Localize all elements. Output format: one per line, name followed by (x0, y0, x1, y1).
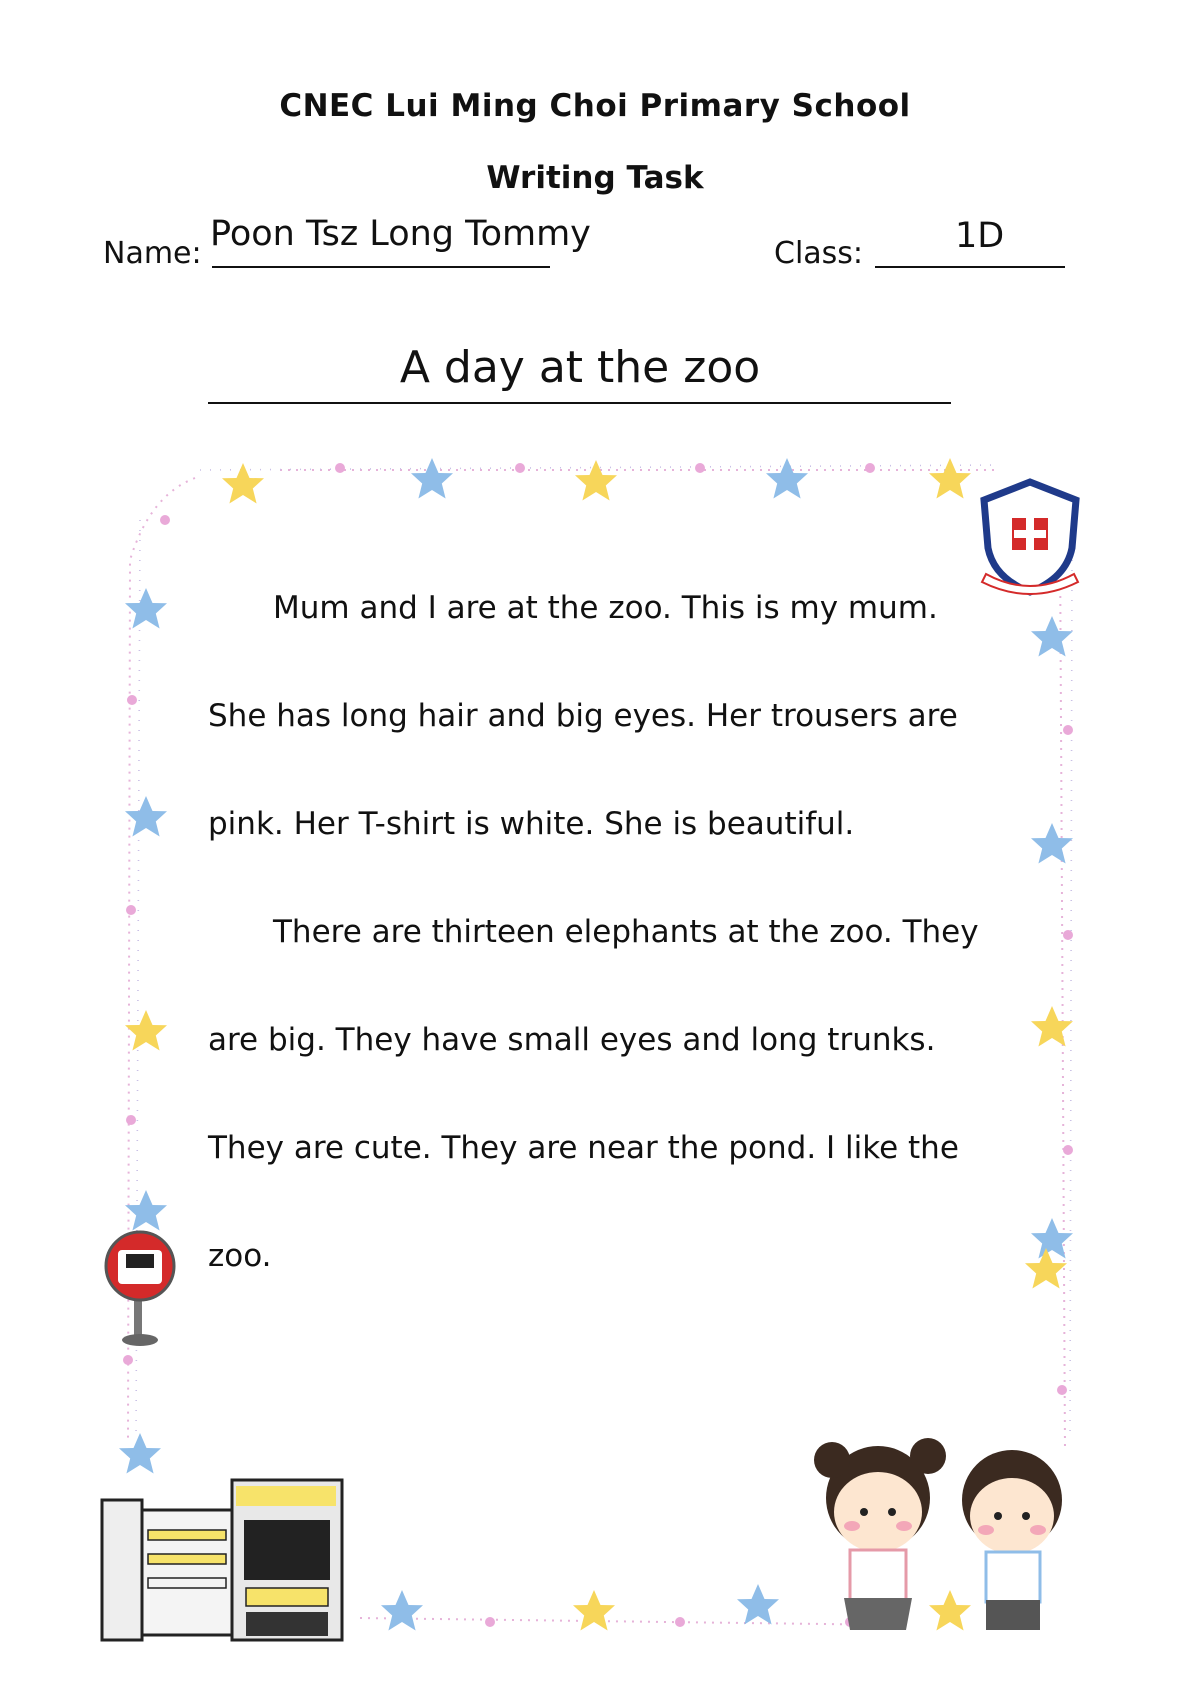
bus-stop-sign (100, 1230, 180, 1350)
school-building-illustration (96, 1470, 356, 1650)
class-label: Class: (774, 236, 864, 271)
name-value: Poon Tsz Long Tommy (210, 214, 591, 254)
essay-paragraph-2: There are thirteen elephants at the zoo. They are big. They have small eyes and long trunks. They are cute. They are near the pond. I like the zoo. (208, 914, 979, 1274)
class-value: 1D (955, 216, 1005, 256)
name-label: Name: (103, 236, 202, 271)
children-illustration (800, 1420, 1090, 1650)
essay-paragraph-1: Mum and I are at the zoo. This is my mum. She has long hair and big eyes. Her trousers are pink. Her T-shirt is white. She is beautiful. (208, 590, 958, 842)
school-crest-logo (978, 478, 1082, 598)
task-title: Writing Task (486, 160, 704, 196)
essay-title: A day at the zoo (399, 342, 761, 393)
school-name: CNEC Lui Ming Choi Primary School (279, 88, 911, 124)
